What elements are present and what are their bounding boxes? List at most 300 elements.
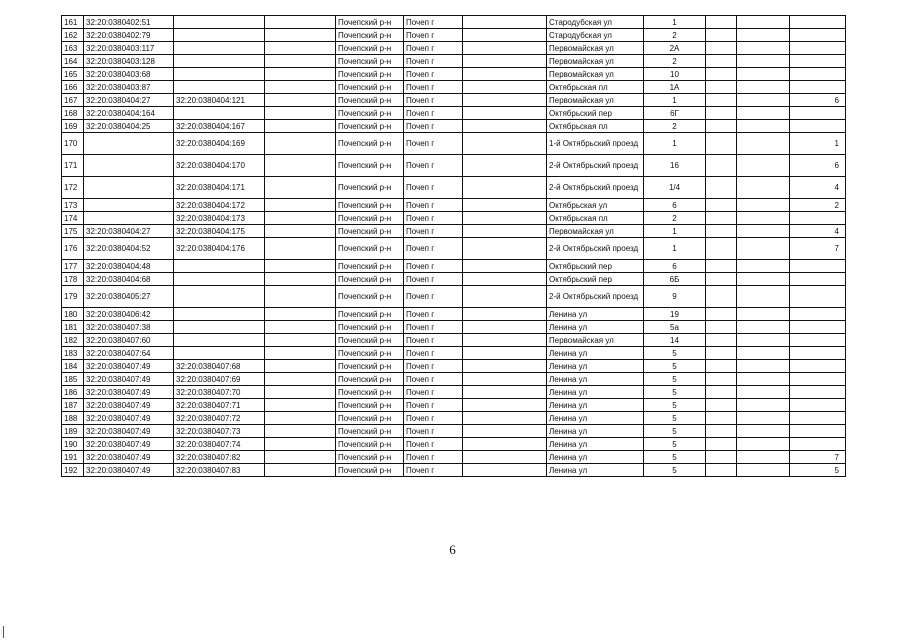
count-cell: 2 <box>790 199 846 212</box>
object-cadastral-number-cell <box>174 347 265 360</box>
empty-cell <box>737 399 790 412</box>
house-number-cell: 5 <box>644 399 706 412</box>
table-row <box>62 451 846 464</box>
empty-cell <box>463 107 547 120</box>
district-cell: Почепский р-н <box>336 177 404 199</box>
empty-cell <box>706 451 737 464</box>
object-cadastral-number-cell <box>174 29 265 42</box>
cadastral-number-cell: 32:20:0380407:49 <box>84 425 174 438</box>
cadastral-number-cell: 32:20:0380404:27 <box>84 225 174 238</box>
empty-cell <box>265 42 336 55</box>
object-cadastral-number-cell <box>174 107 265 120</box>
empty-cell <box>706 321 737 334</box>
empty-cell <box>737 451 790 464</box>
row-number-cell: 170 <box>62 133 84 155</box>
street-cell: 1-й Октябрьский проезд <box>547 133 644 155</box>
empty-cell <box>706 347 737 360</box>
empty-cell <box>737 321 790 334</box>
district-cell: Почепский р-н <box>336 273 404 286</box>
empty-cell <box>706 334 737 347</box>
house-number-cell: 19 <box>644 308 706 321</box>
district-cell: Почепский р-н <box>336 81 404 94</box>
table-row <box>62 155 846 177</box>
street-cell: Первомайская ул <box>547 334 644 347</box>
town-cell: Почеп г <box>404 81 463 94</box>
house-number-cell: 5 <box>644 373 706 386</box>
town-cell: Почеп г <box>404 107 463 120</box>
street-cell: 2-й Октябрьский проезд <box>547 238 644 260</box>
table-row <box>62 286 846 308</box>
row-number-cell: 167 <box>62 94 84 107</box>
house-number-cell: 6 <box>644 260 706 273</box>
town-cell: Почеп г <box>404 451 463 464</box>
house-number-cell: 10 <box>644 68 706 81</box>
town-cell: Почеп г <box>404 55 463 68</box>
row-number-cell: 172 <box>62 177 84 199</box>
cadastral-number-cell: 32:20:0380407:49 <box>84 451 174 464</box>
empty-cell <box>463 438 547 451</box>
count-cell <box>790 273 846 286</box>
empty-cell <box>463 120 547 133</box>
row-number-cell: 163 <box>62 42 84 55</box>
empty-cell <box>706 260 737 273</box>
object-cadastral-number-cell <box>174 55 265 68</box>
table-row <box>62 308 846 321</box>
empty-cell <box>265 94 336 107</box>
town-cell: Почеп г <box>404 464 463 477</box>
cadastral-number-cell: 32:20:0380404:25 <box>84 120 174 133</box>
empty-cell <box>737 386 790 399</box>
district-cell: Почепский р-н <box>336 412 404 425</box>
house-number-cell: 1 <box>644 94 706 107</box>
row-number-cell: 176 <box>62 238 84 260</box>
object-cadastral-number-cell <box>174 81 265 94</box>
object-cadastral-number-cell: 32:20:0380407:74 <box>174 438 265 451</box>
house-number-cell: 5 <box>644 347 706 360</box>
empty-cell <box>265 308 336 321</box>
town-cell: Почеп г <box>404 238 463 260</box>
empty-cell <box>463 273 547 286</box>
town-cell: Почеп г <box>404 29 463 42</box>
town-cell: Почеп г <box>404 120 463 133</box>
cadastral-number-cell <box>84 199 174 212</box>
empty-cell <box>265 212 336 225</box>
empty-cell <box>706 425 737 438</box>
street-cell: 2-й Октябрьский проезд <box>547 155 644 177</box>
row-number-cell: 182 <box>62 334 84 347</box>
table-row <box>62 412 846 425</box>
count-cell <box>790 107 846 120</box>
empty-cell <box>706 399 737 412</box>
town-cell: Почеп г <box>404 177 463 199</box>
house-number-cell: 5 <box>644 425 706 438</box>
empty-cell <box>706 133 737 155</box>
district-cell: Почепский р-н <box>336 120 404 133</box>
table-row <box>62 55 846 68</box>
empty-cell <box>737 334 790 347</box>
empty-cell <box>706 212 737 225</box>
row-number-cell: 189 <box>62 425 84 438</box>
cadastral-number-cell <box>84 155 174 177</box>
table-row <box>62 386 846 399</box>
count-cell <box>790 16 846 29</box>
district-cell: Почепский р-н <box>336 373 404 386</box>
house-number-cell: 2 <box>644 55 706 68</box>
row-number-cell: 168 <box>62 107 84 120</box>
house-number-cell: 5 <box>644 412 706 425</box>
empty-cell <box>706 155 737 177</box>
district-cell: Почепский р-н <box>336 464 404 477</box>
object-cadastral-number-cell: 32:20:0380404:121 <box>174 94 265 107</box>
empty-cell <box>463 225 547 238</box>
empty-cell <box>463 238 547 260</box>
empty-cell <box>706 386 737 399</box>
town-cell: Почеп г <box>404 412 463 425</box>
table-row <box>62 199 846 212</box>
count-cell <box>790 399 846 412</box>
empty-cell <box>463 212 547 225</box>
cadastral-number-cell: 32:20:0380407:49 <box>84 386 174 399</box>
empty-cell <box>737 29 790 42</box>
cadastral-number-cell: 32:20:0380403:68 <box>84 68 174 81</box>
town-cell: Почеп г <box>404 286 463 308</box>
empty-cell <box>265 177 336 199</box>
empty-cell <box>463 199 547 212</box>
empty-cell <box>265 286 336 308</box>
empty-cell <box>265 399 336 412</box>
empty-cell <box>463 81 547 94</box>
count-cell <box>790 81 846 94</box>
empty-cell <box>265 225 336 238</box>
row-number-cell: 183 <box>62 347 84 360</box>
table-row <box>62 425 846 438</box>
district-cell: Почепский р-н <box>336 42 404 55</box>
town-cell: Почеп г <box>404 273 463 286</box>
house-number-cell: 5 <box>644 360 706 373</box>
empty-cell <box>265 464 336 477</box>
street-cell: Октябрьская пл <box>547 120 644 133</box>
empty-cell <box>265 68 336 81</box>
table-row <box>62 94 846 107</box>
empty-cell <box>737 464 790 477</box>
empty-cell <box>265 238 336 260</box>
town-cell: Почеп г <box>404 373 463 386</box>
count-cell: 7 <box>790 238 846 260</box>
empty-cell <box>706 412 737 425</box>
empty-cell <box>265 273 336 286</box>
town-cell: Почеп г <box>404 199 463 212</box>
object-cadastral-number-cell: 32:20:0380407:68 <box>174 360 265 373</box>
empty-cell <box>265 347 336 360</box>
cadastral-number-cell: 32:20:0380407:49 <box>84 360 174 373</box>
district-cell: Почепский р-н <box>336 29 404 42</box>
table-row <box>62 107 846 120</box>
street-cell: Первомайская ул <box>547 225 644 238</box>
count-cell <box>790 212 846 225</box>
empty-cell <box>706 81 737 94</box>
empty-cell <box>265 438 336 451</box>
table-row <box>62 273 846 286</box>
count-cell: 7 <box>790 451 846 464</box>
empty-cell <box>463 260 547 273</box>
table-row <box>62 29 846 42</box>
object-cadastral-number-cell <box>174 286 265 308</box>
street-cell: Октябрьская ул <box>547 199 644 212</box>
empty-cell <box>706 29 737 42</box>
table-row <box>62 360 846 373</box>
cadastral-number-cell: 32:20:0380403:128 <box>84 55 174 68</box>
object-cadastral-number-cell <box>174 16 265 29</box>
district-cell: Почепский р-н <box>336 347 404 360</box>
house-number-cell: 6 <box>644 199 706 212</box>
empty-cell <box>706 177 737 199</box>
empty-cell <box>737 55 790 68</box>
row-number-cell: 173 <box>62 199 84 212</box>
count-cell: 1 <box>790 133 846 155</box>
empty-cell <box>463 308 547 321</box>
district-cell: Почепский р-н <box>336 68 404 81</box>
empty-cell <box>737 212 790 225</box>
table-row <box>62 347 846 360</box>
district-cell: Почепский р-н <box>336 451 404 464</box>
town-cell: Почеп г <box>404 68 463 81</box>
town-cell: Почеп г <box>404 308 463 321</box>
district-cell: Почепский р-н <box>336 225 404 238</box>
table-row <box>62 16 846 29</box>
empty-cell <box>265 321 336 334</box>
row-number-cell: 174 <box>62 212 84 225</box>
row-number-cell: 185 <box>62 373 84 386</box>
house-number-cell: 5а <box>644 321 706 334</box>
street-cell: Ленина ул <box>547 321 644 334</box>
house-number-cell: 5 <box>644 438 706 451</box>
empty-cell <box>706 94 737 107</box>
district-cell: Почепский р-н <box>336 133 404 155</box>
house-number-cell: 14 <box>644 334 706 347</box>
street-cell: Ленина ул <box>547 451 644 464</box>
object-cadastral-number-cell: 32:20:0380404:171 <box>174 177 265 199</box>
town-cell: Почеп г <box>404 425 463 438</box>
scan-edge-mark <box>3 626 4 638</box>
table-row <box>62 225 846 238</box>
district-cell: Почепский р-н <box>336 386 404 399</box>
count-cell <box>790 360 846 373</box>
empty-cell <box>463 373 547 386</box>
district-cell: Почепский р-н <box>336 360 404 373</box>
house-number-cell: 6Г <box>644 107 706 120</box>
empty-cell <box>463 177 547 199</box>
cadastral-number-cell: 32:20:0380403:117 <box>84 42 174 55</box>
cadastral-number-cell: 32:20:0380407:38 <box>84 321 174 334</box>
row-number-cell: 169 <box>62 120 84 133</box>
object-cadastral-number-cell: 32:20:0380407:71 <box>174 399 265 412</box>
house-number-cell: 16 <box>644 155 706 177</box>
empty-cell <box>737 225 790 238</box>
row-number-cell: 180 <box>62 308 84 321</box>
empty-cell <box>463 347 547 360</box>
empty-cell <box>463 16 547 29</box>
table-row <box>62 399 846 412</box>
cadastral-number-cell: 32:20:0380407:49 <box>84 399 174 412</box>
count-cell: 5 <box>790 464 846 477</box>
street-cell: Ленина ул <box>547 412 644 425</box>
cadastral-number-cell <box>84 212 174 225</box>
empty-cell <box>265 29 336 42</box>
empty-cell <box>463 321 547 334</box>
empty-cell <box>265 425 336 438</box>
empty-cell <box>265 120 336 133</box>
count-cell <box>790 29 846 42</box>
cadastral-number-cell: 32:20:0380404:68 <box>84 273 174 286</box>
table-row <box>62 438 846 451</box>
empty-cell <box>706 107 737 120</box>
empty-cell <box>265 81 336 94</box>
empty-cell <box>463 286 547 308</box>
street-cell: 2-й Октябрьский проезд <box>547 177 644 199</box>
empty-cell <box>737 425 790 438</box>
object-cadastral-number-cell: 32:20:0380404:167 <box>174 120 265 133</box>
street-cell: Ленина ул <box>547 464 644 477</box>
count-cell <box>790 308 846 321</box>
count-cell: 4 <box>790 225 846 238</box>
house-number-cell: 2А <box>644 42 706 55</box>
empty-cell <box>265 107 336 120</box>
row-number-cell: 177 <box>62 260 84 273</box>
count-cell <box>790 55 846 68</box>
empty-cell <box>706 273 737 286</box>
cadastral-number-cell: 32:20:0380407:49 <box>84 373 174 386</box>
row-number-cell: 175 <box>62 225 84 238</box>
row-number-cell: 187 <box>62 399 84 412</box>
empty-cell <box>737 412 790 425</box>
count-cell: 6 <box>790 155 846 177</box>
row-number-cell: 191 <box>62 451 84 464</box>
empty-cell <box>737 260 790 273</box>
district-cell: Почепский р-н <box>336 308 404 321</box>
row-number-cell: 186 <box>62 386 84 399</box>
cadastral-number-cell: 32:20:0380404:48 <box>84 260 174 273</box>
row-number-cell: 161 <box>62 16 84 29</box>
cadastral-number-cell: 32:20:0380403:87 <box>84 81 174 94</box>
town-cell: Почеп г <box>404 42 463 55</box>
count-cell <box>790 347 846 360</box>
empty-cell <box>737 107 790 120</box>
object-cadastral-number-cell: 32:20:0380407:72 <box>174 412 265 425</box>
town-cell: Почеп г <box>404 155 463 177</box>
count-cell <box>790 68 846 81</box>
object-cadastral-number-cell <box>174 273 265 286</box>
district-cell: Почепский р-н <box>336 334 404 347</box>
district-cell: Почепский р-н <box>336 94 404 107</box>
empty-cell <box>463 451 547 464</box>
house-number-cell: 1 <box>644 16 706 29</box>
empty-cell <box>463 425 547 438</box>
empty-cell <box>463 464 547 477</box>
empty-cell <box>706 238 737 260</box>
town-cell: Почеп г <box>404 225 463 238</box>
empty-cell <box>737 199 790 212</box>
count-cell <box>790 120 846 133</box>
street-cell: Стародубская ул <box>547 29 644 42</box>
empty-cell <box>737 373 790 386</box>
house-number-cell: 5 <box>644 386 706 399</box>
empty-cell <box>706 120 737 133</box>
object-cadastral-number-cell: 32:20:0380404:172 <box>174 199 265 212</box>
empty-cell <box>463 360 547 373</box>
empty-cell <box>737 120 790 133</box>
table-row <box>62 68 846 81</box>
empty-cell <box>463 133 547 155</box>
house-number-cell: 6Б <box>644 273 706 286</box>
district-cell: Почепский р-н <box>336 286 404 308</box>
empty-cell <box>463 42 547 55</box>
street-cell: Первомайская ул <box>547 55 644 68</box>
object-cadastral-number-cell <box>174 321 265 334</box>
empty-cell <box>463 386 547 399</box>
cadastral-number-cell: 32:20:0380404:52 <box>84 238 174 260</box>
count-cell <box>790 334 846 347</box>
street-cell: Ленина ул <box>547 308 644 321</box>
object-cadastral-number-cell: 32:20:0380404:169 <box>174 133 265 155</box>
object-cadastral-number-cell: 32:20:0380404:176 <box>174 238 265 260</box>
object-cadastral-number-cell: 32:20:0380407:82 <box>174 451 265 464</box>
count-cell: 4 <box>790 177 846 199</box>
empty-cell <box>737 155 790 177</box>
house-number-cell: 2 <box>644 120 706 133</box>
empty-cell <box>737 177 790 199</box>
empty-cell <box>706 438 737 451</box>
object-cadastral-number-cell <box>174 68 265 81</box>
object-cadastral-number-cell: 32:20:0380404:175 <box>174 225 265 238</box>
object-cadastral-number-cell <box>174 260 265 273</box>
empty-cell <box>265 55 336 68</box>
empty-cell <box>463 55 547 68</box>
district-cell: Почепский р-н <box>336 238 404 260</box>
object-cadastral-number-cell: 32:20:0380404:170 <box>174 155 265 177</box>
empty-cell <box>706 464 737 477</box>
table-row <box>62 177 846 199</box>
cadastral-number-cell: 32:20:0380407:49 <box>84 438 174 451</box>
table-body <box>62 16 846 477</box>
street-cell: Октябрьский пер <box>547 273 644 286</box>
empty-cell <box>706 199 737 212</box>
district-cell: Почепский р-н <box>336 199 404 212</box>
row-number-cell: 171 <box>62 155 84 177</box>
count-cell <box>790 321 846 334</box>
table-row <box>62 321 846 334</box>
house-number-cell: 1 <box>644 133 706 155</box>
object-cadastral-number-cell: 32:20:0380407:73 <box>174 425 265 438</box>
empty-cell <box>706 286 737 308</box>
empty-cell <box>265 260 336 273</box>
cadastral-number-cell: 32:20:0380404:27 <box>84 94 174 107</box>
empty-cell <box>463 68 547 81</box>
district-cell: Почепский р-н <box>336 425 404 438</box>
cadastral-number-cell: 32:20:0380407:64 <box>84 347 174 360</box>
district-cell: Почепский р-н <box>336 438 404 451</box>
empty-cell <box>706 308 737 321</box>
empty-cell <box>265 386 336 399</box>
house-number-cell: 1 <box>644 238 706 260</box>
cadastral-number-cell: 32:20:0380402:79 <box>84 29 174 42</box>
cadastral-number-cell <box>84 133 174 155</box>
street-cell: Первомайская ул <box>547 42 644 55</box>
row-number-cell: 181 <box>62 321 84 334</box>
street-cell: Первомайская ул <box>547 68 644 81</box>
town-cell: Почеп г <box>404 334 463 347</box>
table-row <box>62 81 846 94</box>
count-cell: 6 <box>790 94 846 107</box>
